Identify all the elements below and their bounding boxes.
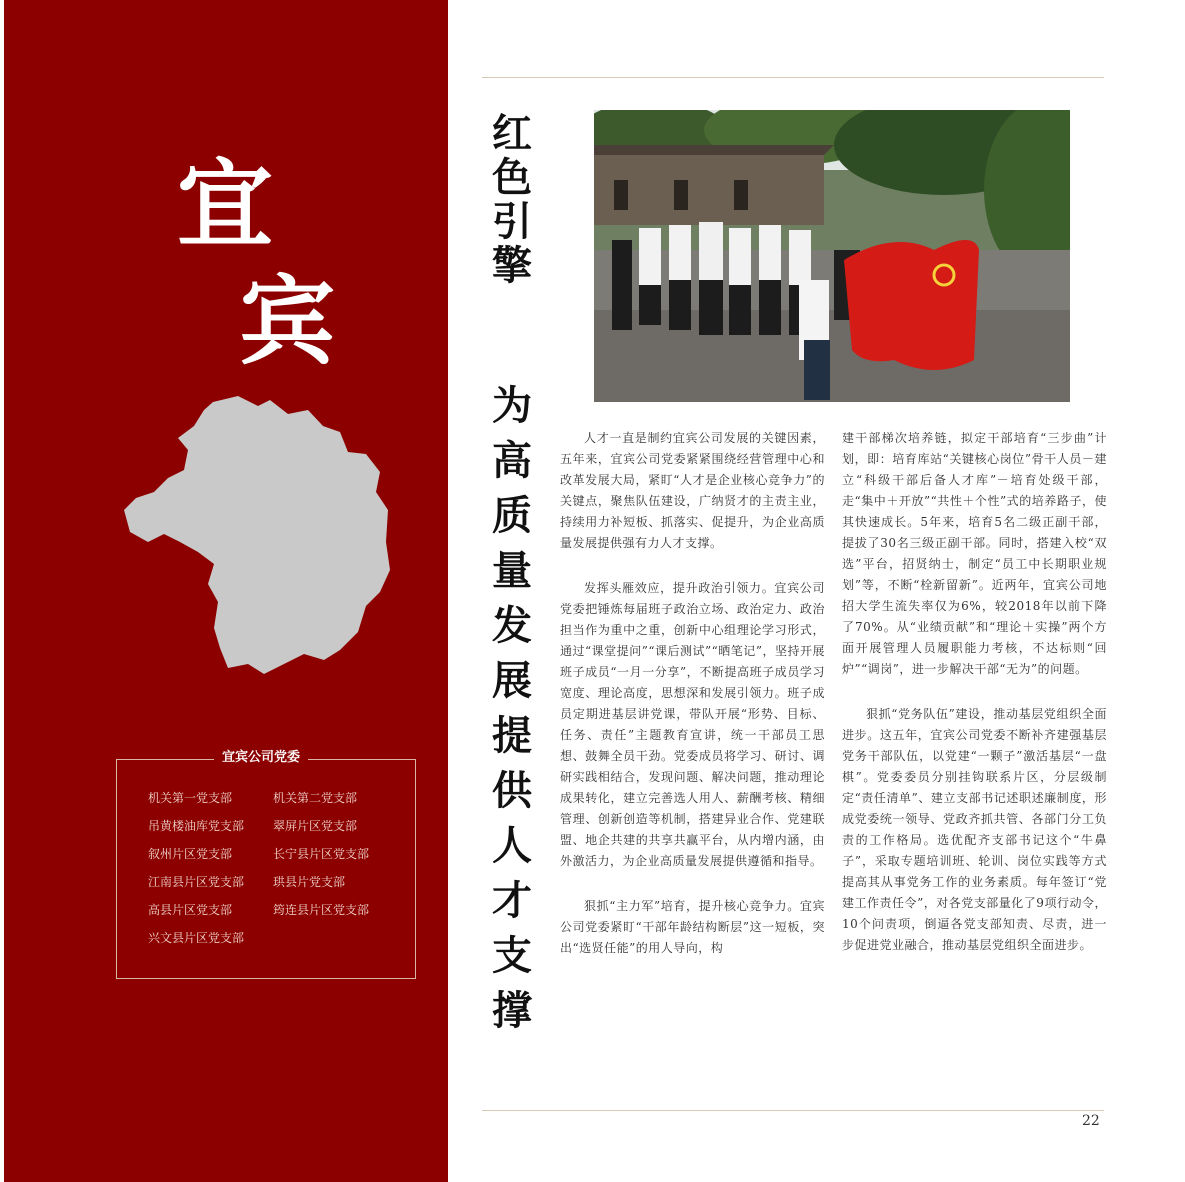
branch-item: 机关第一党支部 xyxy=(148,791,233,805)
headline-char: 引 xyxy=(492,198,532,245)
branch-item: 叙州片区党支部 xyxy=(148,847,233,861)
headline-char: 色 xyxy=(492,154,532,201)
party-flag xyxy=(844,240,979,370)
headline-char: 人 xyxy=(492,822,532,869)
article-paragraph: 狠抓“主力军”培育，提升核心竞争力。宜宾公司党委紧盯“干部年龄结构断层”这一短板，突出“选贤任能”的用人导向，构 xyxy=(560,899,825,955)
headline-char: 发 xyxy=(492,602,532,649)
branch-item: 江南县片区党支部 xyxy=(148,875,245,889)
branch-item: 高县片区党支部 xyxy=(148,903,233,917)
article-paragraph: 狠抓“党务队伍”建设，推动基层党组织全面进步。这五年，宜宾公司党委不断补齐建强基层党务干部队伍，以党建“一颗子”激活基层“一盘棋”。党委委员分别挂钩联系片区，分层级制定“责任清单”、建立支部书记述职述廉制度，形成党委统一领导、党政齐抓共管、各部门分工负责的工作格局。选优配齐支部书记这个“牛鼻子”，采取专题培训班、轮训、岗位实践等方式提高其从事党务工作的业务素质。每年签订“党建工作责任令”，对各党支部量化了9项行动令，10个问责项，倒逼各党支部知责、尽责，进一步促进党业融合，推动基层党组织全面进步。 xyxy=(842,707,1107,952)
branch-item: 吊黄楼油库党支部 xyxy=(148,819,245,833)
article-paragraph: 发挥头雁效应，提升政治引领力。宜宾公司党委把锤炼每届班子政治立场、政治定力、政治担当作为重中之重，创新中心组理论学习形式，通过“课堂提问”“课后测试”“晒笔记”，坚持开展班子成员“一月一分享”，不断提高班子成员学习宽度、理论高度，思想深和发展引领力。班子成员定期进基层讲党课，带队开展“形势、目标、任务、责任”主题教育宣讲，统一干部员工思想、鼓舞全员干劲。党委成员将学习、研讨、调研实践相结合，发现问题、解决问题，推动理论成果转化，建立完善选人用人、薪酬考核、精细管理、创新创造等机制，搭建异业合作、党建联盟、地企共建的共享共赢平台，从内增内涵，由外激活力，为企业高质量发展提供遵循和指导。 xyxy=(560,581,825,868)
bottom-rule xyxy=(482,1110,1104,1111)
headline-char: 才 xyxy=(492,877,532,924)
headline-char: 擎 xyxy=(492,242,532,289)
branch-item: 机关第二党支部 xyxy=(273,791,358,805)
yibin-region-map xyxy=(118,392,398,682)
headline-char: 撑 xyxy=(492,987,532,1034)
headline-char: 质 xyxy=(492,492,532,539)
branch-item: 兴文县片区党支部 xyxy=(148,931,245,945)
branch-item: 长宁县片区党支部 xyxy=(273,847,370,861)
article-paragraph: 人才一直是制约宜宾公司发展的关键因素，五年来，宜宾公司党委紧紧围绕经营管理中心和改革发展大局，紧盯“人才是企业核心竞争力”的关键点，聚焦队伍建设，广纳贤才的主责主业，持续用力补短板、抓落实、促提升，为企业高质量发展提供强有力人才支撑。 xyxy=(560,431,825,550)
article-column-2 xyxy=(842,428,1107,980)
headline-char: 提 xyxy=(492,712,532,759)
headline-part-1 xyxy=(486,112,538,288)
headline-char: 量 xyxy=(492,547,532,594)
article-paragraph: 建干部梯次培养链，拟定干部培育“三步曲”计划，即：培育库站“关键核心岗位”骨干人员－建立“科级干部后备人才库”－培育处级干部，走“集中＋开放”“共性＋个性”式的培养路子，使其快速成长。5年来，培育5名二级正副干部，提拔了30名三级正副干部。同时，搭建入校“双选”平台，招贤纳士，制定“员工中长期职业规划”等，不断“栓新留新”。近两年，宜宾公司地招大学生流失率仅为6%，较2018年以前下降了70%。从“业绩贡献”和“理论＋实操”两个方面开展管理人员履职能力考核，不达标则“回炉”“调岗”，进一步解决干部“无为”的问题。 xyxy=(842,431,1107,676)
branch-item: 筠连县片区党支部 xyxy=(273,903,370,917)
headline-char: 展 xyxy=(492,657,532,704)
group-oath-photo xyxy=(594,110,1070,402)
headline-char: 供 xyxy=(492,767,532,814)
region-title-char-1: 宜 xyxy=(177,148,273,261)
headline-char: 为 xyxy=(492,382,532,429)
branch-item: 珙县片党支部 xyxy=(273,875,346,889)
headline-char: 高 xyxy=(492,437,532,484)
map-shape xyxy=(124,396,390,674)
headline-part-2 xyxy=(486,378,538,1038)
page-number: 22 xyxy=(1082,1113,1100,1129)
top-rule xyxy=(482,77,1104,78)
committee-title: 宜宾公司党委 xyxy=(214,749,308,767)
region-title-char-2: 宾 xyxy=(239,265,335,378)
article-column-1 xyxy=(560,428,825,983)
branch-item: 翠屏片区党支部 xyxy=(273,819,358,833)
headline-char: 红 xyxy=(492,110,532,157)
headline-char: 支 xyxy=(492,932,532,979)
